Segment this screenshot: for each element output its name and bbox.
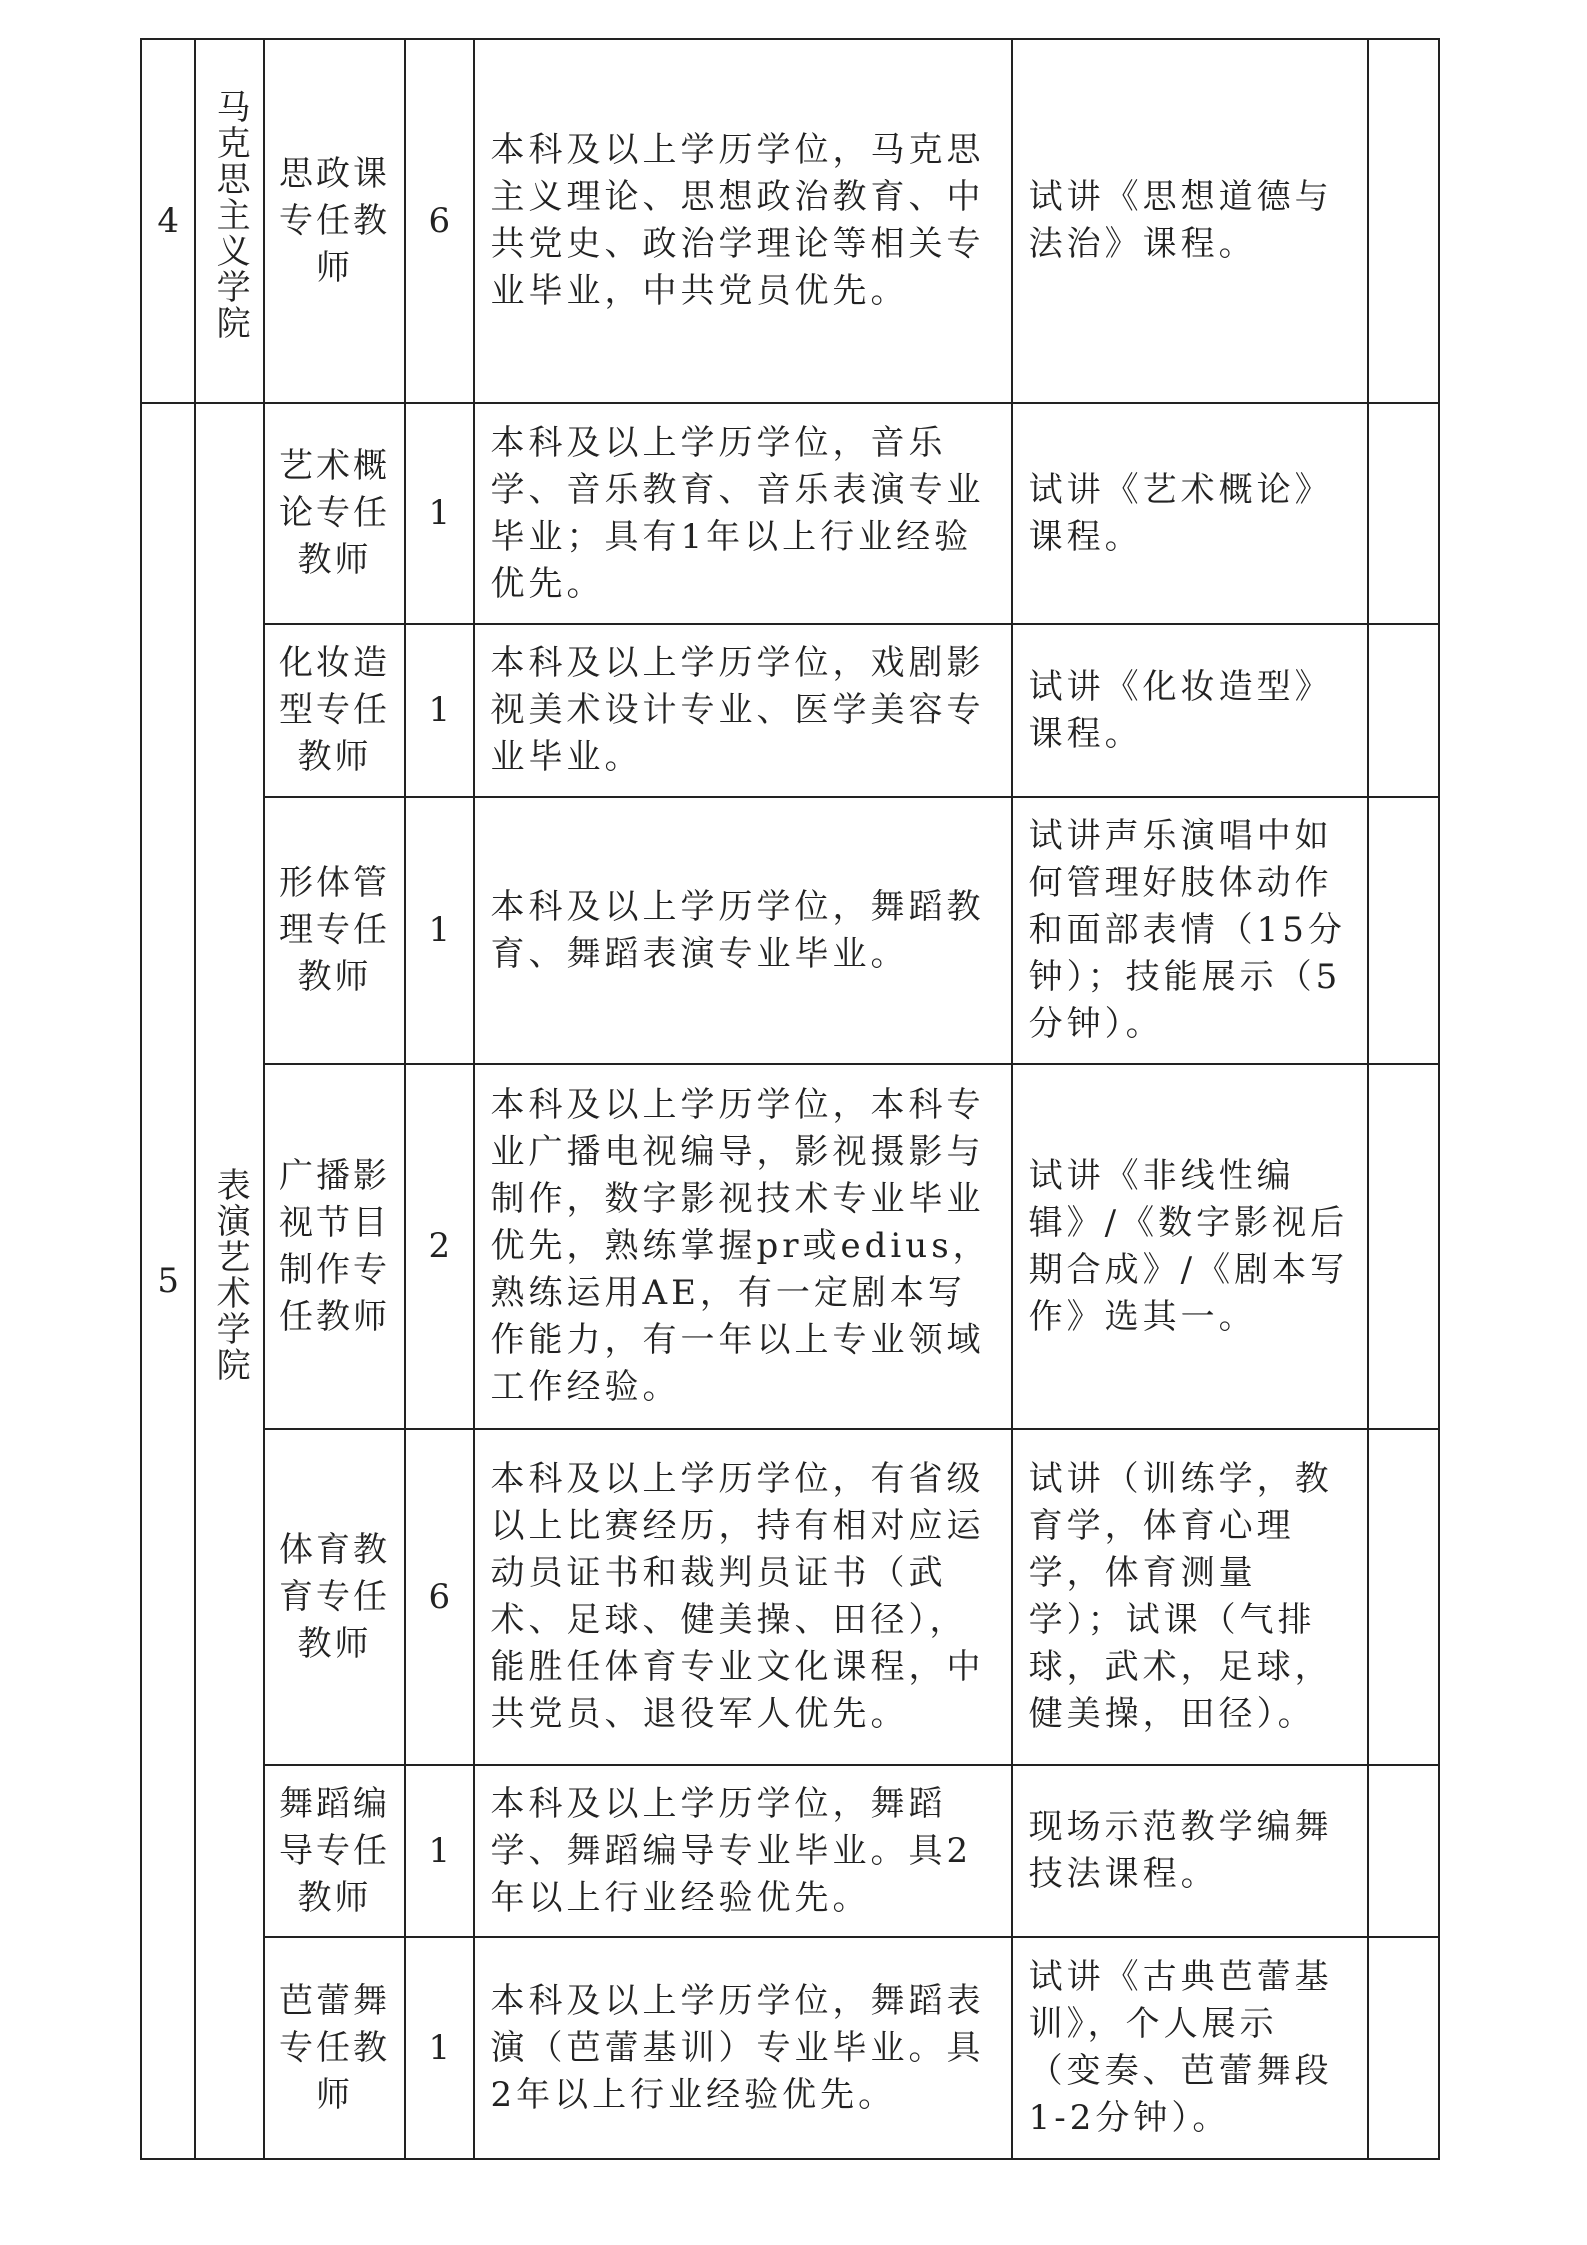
position-name: 形体管理专任教师: [278, 863, 390, 997]
note-cell: [1368, 624, 1439, 797]
position-cell: [264, 1064, 405, 1429]
position-name: 艺术概论专任教师: [278, 446, 390, 580]
position-cell: [264, 1937, 405, 2159]
exam-text: 试讲《艺术概论》课程。: [1028, 469, 1333, 557]
table-row: [141, 1429, 1439, 1765]
department-cell: [195, 403, 264, 2159]
row-number: 5: [141, 403, 195, 2159]
headcount-cell: 1: [405, 1937, 474, 2159]
requirement-text: 本科及以上学历学位，舞蹈表演（芭蕾基训）专业毕业。具2年以上行业经验优先。: [490, 1980, 985, 2115]
requirement-cell: [474, 797, 1012, 1064]
requirement-cell: [474, 624, 1012, 797]
headcount-cell: 1: [405, 403, 474, 624]
requirement-text: 本科及以上学历学位，马克思主义理论、思想政治教育、中共党史、政治学理论等相关专业毕业，中共党员优先。: [490, 130, 985, 311]
requirement-cell: [474, 1765, 1012, 1937]
requirement-text: 本科及以上学历学位，戏剧影视美术设计专业、医学美容专业毕业。: [490, 643, 985, 777]
exam-cell: [1012, 1765, 1369, 1937]
table-row: [141, 1765, 1439, 1937]
exam-cell: [1012, 1429, 1369, 1765]
exam-text: 试讲《思想道德与法治》课程。: [1028, 177, 1333, 264]
note-cell: [1368, 39, 1439, 403]
position-cell: [264, 797, 405, 1064]
position-cell: [264, 624, 405, 797]
exam-text: 试讲《非线性编辑》/《数字影视后期合成》/《剧本写作》选其一。: [1028, 1155, 1349, 1337]
exam-cell: [1012, 797, 1369, 1064]
table-row: [141, 403, 1439, 624]
requirement-text: 本科及以上学历学位，音乐学、音乐教育、音乐表演专业毕业；具有1年以上行业经验优先。: [490, 422, 985, 604]
exam-cell: [1012, 1937, 1369, 2159]
table-row: [141, 1064, 1439, 1429]
requirement-text: 本科及以上学历学位，本科专业广播电视编导，影视摄影与制作，数字影视技术专业毕业优先，熟练掌握pr或edius，熟练运用AE，有一定剧本写作能力，有一年以上专业领域工作经验。: [490, 1085, 991, 1407]
position-name: 思政课专任教师: [278, 153, 390, 288]
exam-text: 试讲《化妆造型》课程。: [1028, 666, 1333, 754]
exam-cell: [1012, 624, 1369, 797]
exam-cell: [1012, 403, 1369, 624]
recruitment-table: [140, 38, 1440, 2160]
table-row: [141, 39, 1439, 403]
headcount-cell: 1: [405, 797, 474, 1064]
exam-text: 试讲（训练学，教育学，体育心理学，体育测量学）；试课（气排球，武术，足球，健美操，田径）。: [1028, 1459, 1333, 1734]
position-cell: [264, 1765, 405, 1937]
position-cell: [264, 39, 405, 403]
note-cell: [1368, 1937, 1439, 2159]
exam-text: 试讲《古典芭蕾基训》，个人展示（变奏、芭蕾舞段1-2分钟）。: [1028, 1957, 1333, 2138]
table-row: [141, 797, 1439, 1064]
position-name: 化妆造型专任教师: [278, 643, 390, 777]
position-cell: [264, 403, 405, 624]
position-name: 芭蕾舞专任教师: [278, 1980, 390, 2115]
requirement-cell: [474, 1937, 1012, 2159]
note-cell: [1368, 1429, 1439, 1765]
table-row: [141, 624, 1439, 797]
note-cell: [1368, 1064, 1439, 1429]
requirement-text: 本科及以上学历学位，舞蹈学、舞蹈编导专业毕业。具2年以上行业经验优先。: [490, 1783, 973, 1918]
table-row: [141, 1937, 1439, 2159]
exam-text: 现场示范教学编舞技法课程。: [1028, 1807, 1333, 1894]
requirement-cell: [474, 39, 1012, 403]
position-name: 广播影视节目制作专任教师: [278, 1155, 390, 1337]
headcount-cell: 1: [405, 1765, 474, 1937]
requirement-text: 本科及以上学历学位，舞蹈教育、舞蹈表演专业毕业。: [490, 886, 985, 974]
department-name: 表演艺术学院: [210, 1166, 251, 1383]
position-name: 舞蹈编导专任教师: [278, 1783, 390, 1918]
exam-cell: [1012, 1064, 1369, 1429]
department-cell: [195, 39, 264, 403]
headcount-cell: 1: [405, 624, 474, 797]
requirement-cell: [474, 403, 1012, 624]
exam-text: 试讲声乐演唱中如何管理好肢体动作和面部表情（15分钟）；技能展示（5分钟）。: [1028, 816, 1346, 1044]
requirement-text: 本科及以上学历学位，有省级以上比赛经历，持有相对应运动员证书和裁判员证书（武术、足球、健美操、田径），能胜任体育专业文化课程，中共党员、退役军人优先。: [490, 1459, 985, 1734]
headcount-cell: 6: [405, 1429, 474, 1765]
headcount-cell: 2: [405, 1064, 474, 1429]
position-name: 体育教育专任教师: [278, 1529, 390, 1664]
exam-cell: [1012, 39, 1369, 403]
note-cell: [1368, 403, 1439, 624]
requirement-cell: [474, 1064, 1012, 1429]
row-number: 4: [141, 39, 195, 403]
department-name: 马克思主义学院: [210, 88, 251, 341]
position-cell: [264, 1429, 405, 1765]
note-cell: [1368, 797, 1439, 1064]
requirement-cell: [474, 1429, 1012, 1765]
note-cell: [1368, 1765, 1439, 1937]
headcount-cell: 6: [405, 39, 474, 403]
